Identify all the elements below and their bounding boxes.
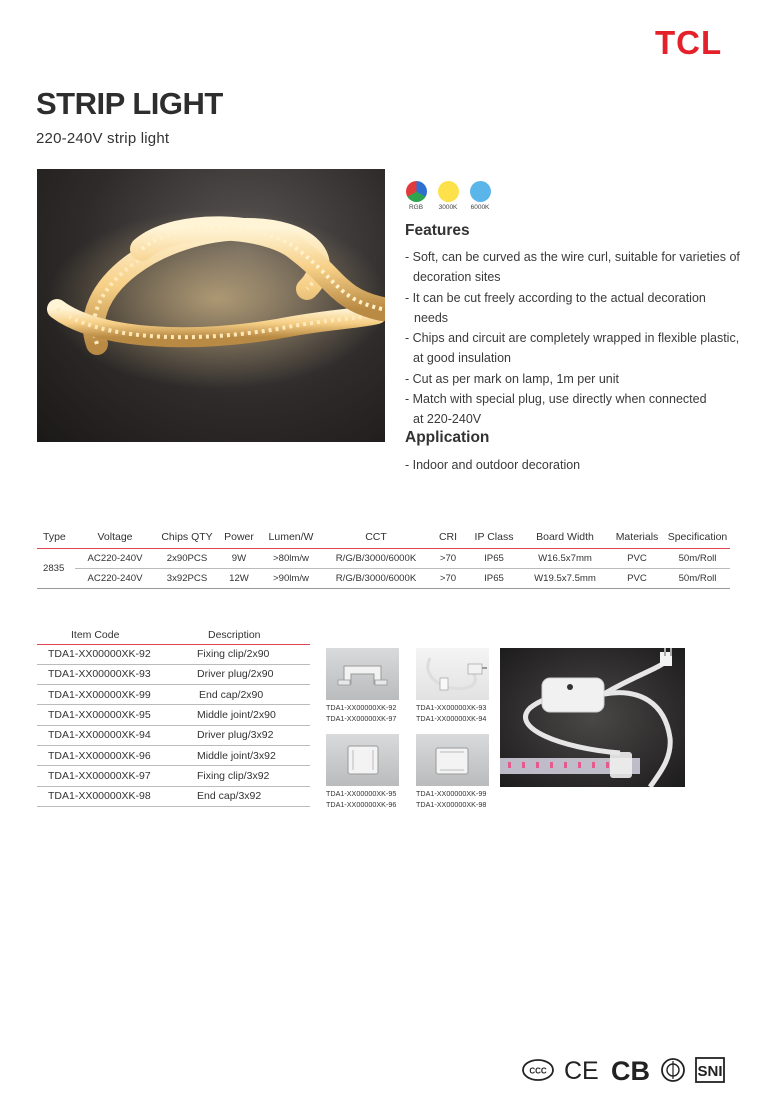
features-list <box>405 247 740 430</box>
accessory-row <box>37 705 310 725</box>
col-header: CRI <box>429 526 467 548</box>
cool-white-swatch-icon <box>470 181 491 202</box>
page-title: STRIP LIGHT <box>36 86 223 121</box>
item-code: TDA1-XX00000XK-96 <box>37 745 197 765</box>
col-header: IP Class <box>467 526 521 548</box>
spec-cell: PVC <box>609 568 665 588</box>
spec-cell: >70 <box>429 548 467 568</box>
item-description: Fixing clip/3x92 <box>197 766 310 786</box>
svg-text:SNI: SNI <box>697 1063 723 1080</box>
accessory-row <box>37 685 310 705</box>
item-code: TDA1-XX00000XK-99 <box>37 685 197 705</box>
strip-light-photo <box>37 169 385 442</box>
end-cap-photo <box>416 734 489 786</box>
spec-cell: PVC <box>609 548 665 568</box>
feature-item: at 220-240V <box>413 412 482 427</box>
spec-cell: >80lm/w <box>259 548 323 568</box>
svg-text:CB: CB <box>611 1056 650 1084</box>
caption-line: TDA1-XX00000XK-92 <box>326 703 397 712</box>
spec-cell: AC220-240V <box>75 568 155 588</box>
item-code: TDA1-XX00000XK-98 <box>37 786 197 806</box>
ce-mark-icon <box>564 1057 602 1083</box>
spec-cell: 50m/Roll <box>665 548 730 568</box>
col-header: Board Width <box>521 526 609 548</box>
spec-row <box>37 548 730 568</box>
accessory-row <box>37 644 310 664</box>
spec-cell: >90lm/w <box>259 568 323 588</box>
col-header: Materials <box>609 526 665 548</box>
spec-cell: R/G/B/3000/6000K <box>323 568 429 588</box>
feature-item: - Chips and circuit are completely wrapped in flexible plastic, <box>405 331 740 346</box>
caption-line: TDA1-XX00000XK-98 <box>416 799 487 809</box>
spec-cell: AC220-240V <box>75 548 155 568</box>
tis-mark-icon <box>660 1057 686 1083</box>
spec-row <box>37 568 730 588</box>
feature-item: at good insulation <box>413 351 511 366</box>
caption-line: TDA1-XX00000XK-94 <box>416 713 487 723</box>
spec-cell: 2x90PCS <box>155 548 219 568</box>
caption-line: TDA1-XX00000XK-95 <box>326 789 397 798</box>
spec-cell: W19.5x7.5mm <box>521 568 609 588</box>
spec-cell: W16.5x7mm <box>521 548 609 568</box>
item-description: End cap/2x90 <box>197 685 310 705</box>
item-code: TDA1-XX00000XK-93 <box>37 664 197 684</box>
spec-cell: IP65 <box>467 548 521 568</box>
driver-plug-strip-photo <box>500 648 685 787</box>
fixing-clip-photo <box>326 648 399 700</box>
col-header: Description <box>197 626 310 644</box>
page-subtitle: 220-240V strip light <box>36 130 170 147</box>
swatch-label: 6000K <box>470 204 490 211</box>
cb-mark-icon <box>611 1056 651 1084</box>
thumbnail-caption <box>416 789 486 810</box>
warm-white-swatch-icon <box>438 181 459 202</box>
col-header: Item Code <box>37 626 197 644</box>
application-item: - Indoor and outdoor decoration <box>405 458 581 472</box>
feature-item: - Soft, can be curved as the wire curl, suitable for varieties of <box>405 250 740 264</box>
item-code: TDA1-XX00000XK-92 <box>37 644 197 664</box>
caption-line: TDA1-XX00000XK-96 <box>326 799 397 809</box>
application-heading: Application <box>405 429 490 446</box>
col-header: Lumen/W <box>259 526 323 548</box>
col-header: Voltage <box>75 526 155 548</box>
feature-item: - Cut as per mark on lamp, 1m per unit <box>405 371 619 386</box>
spec-header-row <box>37 526 730 548</box>
spec-cell: 12W <box>219 568 259 588</box>
feature-item: decoration sites <box>413 270 501 285</box>
accessory-row <box>37 664 310 684</box>
col-header: Type <box>37 526 75 548</box>
col-header: Specification <box>665 526 730 548</box>
accessory-row <box>37 786 310 806</box>
color-options <box>404 181 492 211</box>
color-option-rgb <box>404 181 428 211</box>
item-description: Driver plug/2x90 <box>197 664 310 684</box>
caption-line: TDA1-XX00000XK-99 <box>416 789 487 798</box>
item-description: Fixing clip/2x90 <box>197 644 310 664</box>
feature-item: - It can be cut freely according to the actual decoration needs <box>405 290 706 325</box>
swatch-label: RGB <box>408 204 424 211</box>
svg-text:TCL: TCL <box>655 26 723 58</box>
item-code: TDA1-XX00000XK-94 <box>37 725 197 745</box>
ccc-mark-icon <box>521 1058 555 1082</box>
spec-cell: 3x92PCS <box>155 568 219 588</box>
spec-cell: >70 <box>429 568 467 588</box>
driver-plug-photo <box>416 648 489 700</box>
col-header: CCT <box>323 526 429 548</box>
item-description: Middle joint/3x92 <box>197 745 310 765</box>
item-description: Driver plug/3x92 <box>197 725 310 745</box>
accessory-row <box>37 725 310 745</box>
thumbnail-caption <box>416 703 486 724</box>
item-description: Middle joint/2x90 <box>197 705 310 725</box>
spec-cell: 9W <box>219 548 259 568</box>
caption-line: TDA1-XX00000XK-97 <box>326 713 397 723</box>
accessory-header-row <box>37 626 310 644</box>
item-code: TDA1-XX00000XK-97 <box>37 766 197 786</box>
color-option-6000k <box>468 181 492 211</box>
caption-line: TDA1-XX00000XK-93 <box>416 703 487 712</box>
col-header: Power <box>219 526 259 548</box>
thumbnail-caption <box>326 789 396 810</box>
svg-text:CE: CE <box>564 1057 599 1083</box>
item-code: TDA1-XX00000XK-95 <box>37 705 197 725</box>
features-heading: Features <box>405 222 470 239</box>
feature-item: - Match with special plug, use directly when connected <box>405 392 707 407</box>
certification-marks <box>521 1056 725 1084</box>
item-description: End cap/3x92 <box>197 786 310 806</box>
spec-cell: IP65 <box>467 568 521 588</box>
application-list <box>405 455 580 475</box>
rgb-swatch-icon <box>406 181 427 202</box>
col-header: Chips QTY <box>155 526 219 548</box>
accessory-row <box>37 745 310 765</box>
sni-mark-icon <box>695 1057 725 1083</box>
spec-cell: 50m/Roll <box>665 568 730 588</box>
swatch-label: 3000K <box>438 204 458 211</box>
svg-text:CCC: CCC <box>529 1066 547 1076</box>
accessory-table <box>37 626 310 807</box>
tcl-logo <box>655 26 743 58</box>
spec-cell: R/G/B/3000/6000K <box>323 548 429 568</box>
color-option-3000k <box>436 181 460 211</box>
thumbnail-caption <box>326 703 396 724</box>
middle-joint-photo <box>326 734 399 786</box>
accessory-row <box>37 766 310 786</box>
type-cell: 2835 <box>37 548 75 588</box>
spec-table <box>37 526 730 589</box>
